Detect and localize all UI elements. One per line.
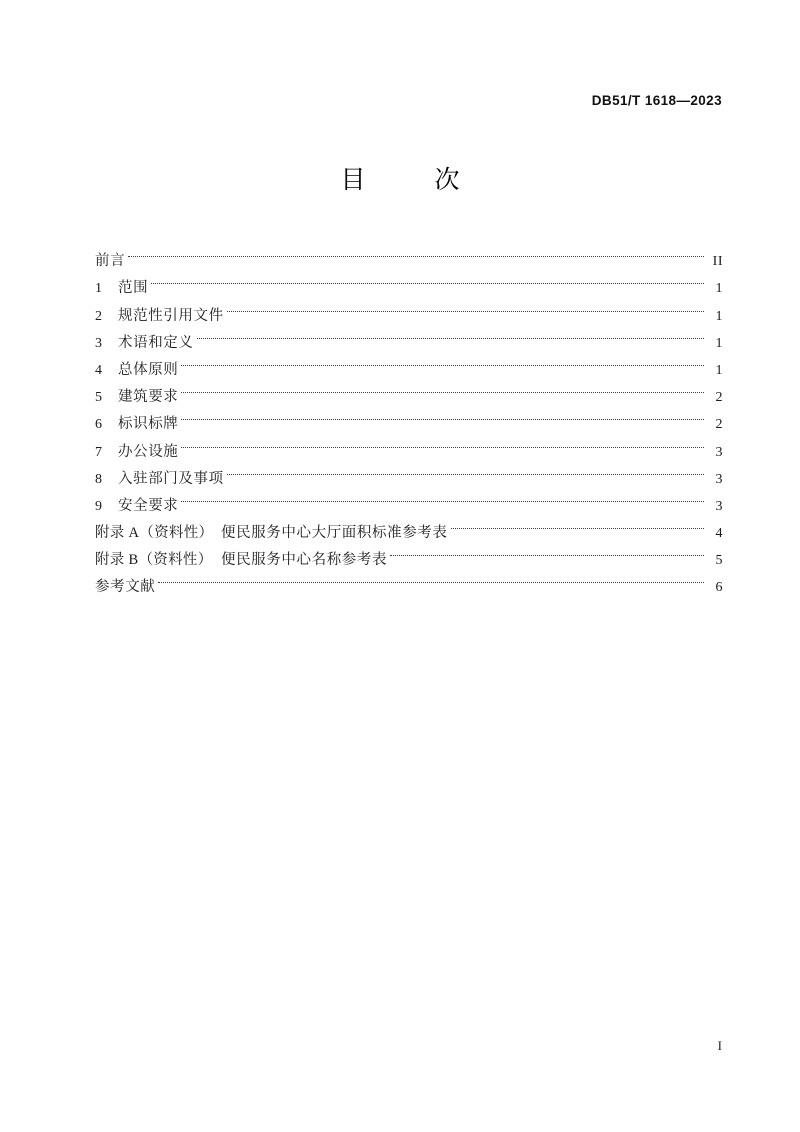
toc-entry-label: 建筑要求 xyxy=(118,389,179,406)
toc-entry-number: 9 xyxy=(95,498,102,514)
toc-entry-label: 参考文献 xyxy=(95,579,156,596)
toc-entry-label: 前言 xyxy=(95,253,126,270)
dot-leader xyxy=(151,265,704,292)
dot-leader xyxy=(181,347,704,374)
dot-leader xyxy=(158,564,704,591)
toc-entry-page: 1 xyxy=(715,335,723,351)
toc-entry-page: 2 xyxy=(715,390,723,406)
dot-leader xyxy=(181,428,704,455)
toc-entry-normative-references[interactable] xyxy=(95,292,723,324)
toc-entry-safety-requirements[interactable] xyxy=(95,483,723,514)
dot-leader xyxy=(181,483,704,510)
toc-entry-general-principles[interactable] xyxy=(95,347,723,378)
toc-entry-annex-a[interactable] xyxy=(95,510,723,542)
toc-entry-page: 3 xyxy=(715,471,723,487)
toc-entry-page: 4 xyxy=(715,526,723,542)
toc-entry-label: 规范性引用文件 xyxy=(118,307,224,324)
standard-number-header: DB51/T 1618—2023 xyxy=(591,93,722,108)
toc-entry-page: 6 xyxy=(715,580,723,596)
toc-entry-label: 办公设施 xyxy=(118,443,179,460)
toc-annex-label: 便民服务中心大厅面积标准参考表 xyxy=(221,525,448,542)
toc-entry-label: 范围 xyxy=(118,280,149,297)
toc-entry-number: 6 xyxy=(95,417,102,433)
toc-entry-office-facilities[interactable] xyxy=(95,428,723,460)
dot-leader xyxy=(197,320,705,347)
toc-entry-label: 术语和定义 xyxy=(118,334,194,351)
toc-entry-number: 1 xyxy=(95,281,102,297)
toc-entry-page: 1 xyxy=(715,308,723,324)
toc-entry-number: 2 xyxy=(95,308,102,324)
toc-entry-number: 8 xyxy=(95,471,102,487)
toc-entry-page: 5 xyxy=(715,553,723,569)
dot-leader xyxy=(390,537,704,564)
page-title: 目 次 xyxy=(340,167,482,194)
toc-entry-signage[interactable] xyxy=(95,401,723,433)
toc-entry-foreword[interactable] xyxy=(95,238,723,270)
toc-entry-scope[interactable] xyxy=(95,265,723,297)
toc-entry-label: 总体原则 xyxy=(118,361,179,378)
toc-entry-number: 4 xyxy=(95,362,102,378)
page-folio: I xyxy=(717,1038,722,1053)
toc-entry-label: 安全要求 xyxy=(118,497,179,514)
toc-entry-page: 1 xyxy=(715,281,723,297)
toc-annex-tag: 附录 B（资料性） xyxy=(95,552,213,569)
dot-leader xyxy=(451,510,705,537)
toc-entry-resident-departments[interactable] xyxy=(95,456,723,487)
toc-entry-label: 入驻部门及事项 xyxy=(118,470,224,487)
toc-annex-tag: 附录 A（资料性） xyxy=(95,525,214,542)
dot-leader xyxy=(181,374,704,401)
toc-entry-number: 3 xyxy=(95,335,102,351)
dot-leader xyxy=(227,292,704,319)
toc-entry-page: 3 xyxy=(715,444,723,460)
dot-leader xyxy=(227,456,704,483)
dot-leader xyxy=(128,238,704,265)
toc-entry-page: 1 xyxy=(715,362,723,378)
toc-annex-label: 便民服务中心名称参考表 xyxy=(221,552,388,569)
toc-entry-page: 3 xyxy=(715,498,723,514)
toc-entry-number: 7 xyxy=(95,444,102,460)
toc-entry-page: 2 xyxy=(715,417,723,433)
toc-entry-building-requirements[interactable] xyxy=(95,374,723,406)
dot-leader xyxy=(181,401,704,428)
toc-entry-bibliography[interactable] xyxy=(95,564,723,596)
toc-entry-label: 标识标牌 xyxy=(118,416,179,433)
table-of-contents xyxy=(95,238,723,596)
toc-entry-page: II xyxy=(712,254,723,270)
toc-entry-number: 5 xyxy=(95,390,102,406)
